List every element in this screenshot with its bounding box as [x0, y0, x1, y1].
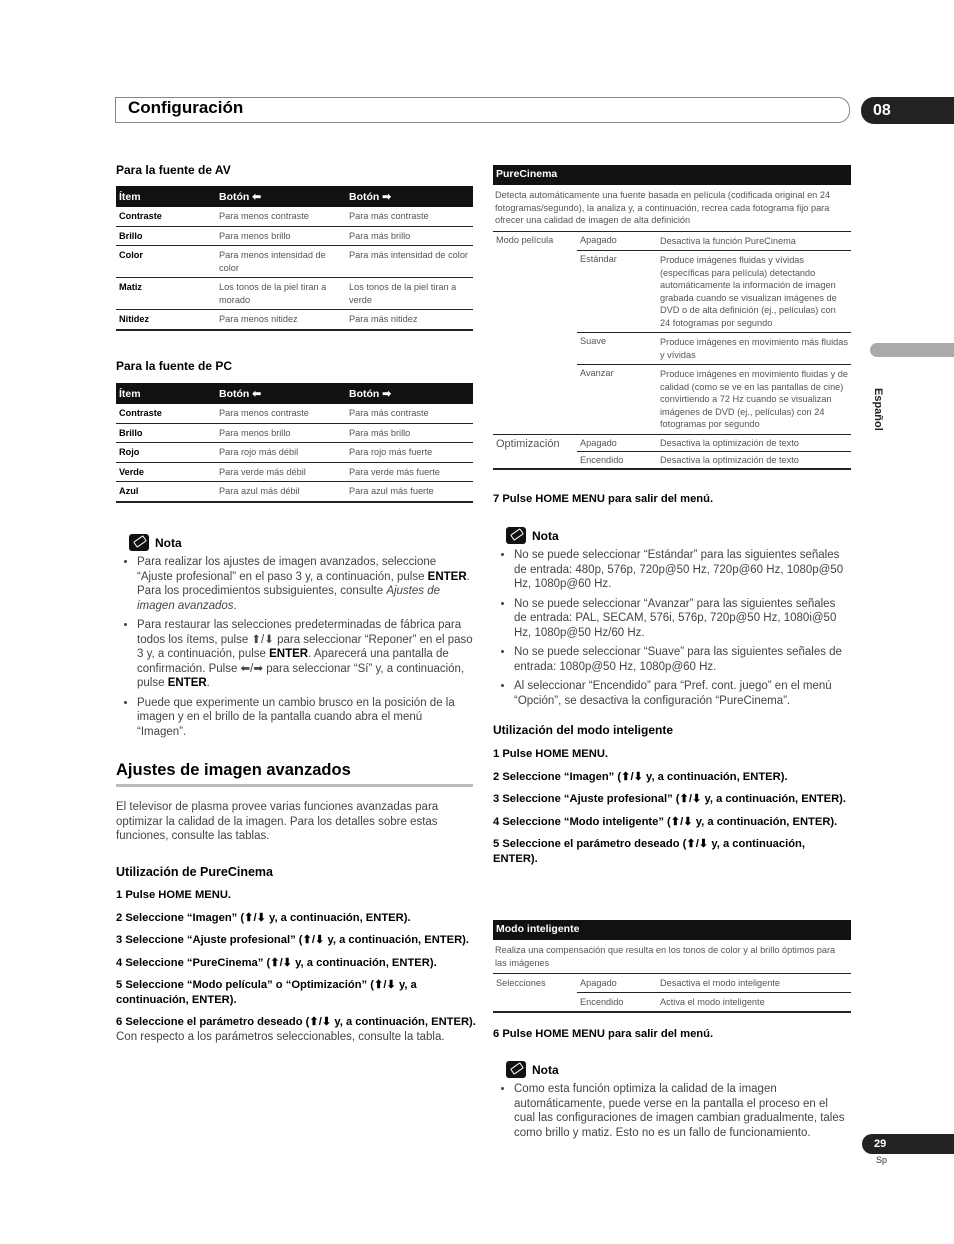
table-row: Matiz Los tonos de la piel tiran a morado Los tonos de la piel tiran a verde	[116, 278, 473, 310]
col-header: Botón ⬅	[216, 383, 346, 404]
language-tab	[870, 343, 954, 357]
list-item: • Como esta función optimiza la calidad de la imagen automáticamente, puede verse en la pantalla el proceso en el cual las configuraciones de imagen cambian gradualmente, tales como brillo y matiz. Esto no es un fallo de funcionamiento.	[514, 1082, 851, 1140]
step: 5 Seleccione “Modo película” o “Optimización” (⬆/⬇ y, a continuación, ENTER).	[116, 979, 417, 1006]
table-row: Brillo Para menos brillo Para más brillo	[116, 423, 473, 443]
table-row: Nitidez Para menos nitidez Para más nitidez	[116, 310, 473, 330]
av-table	[116, 186, 473, 331]
table-row: Selecciones Apagado Desactiva el modo inteligente	[493, 974, 851, 993]
note-label: Nota	[155, 535, 182, 550]
table-row: Encendido Activa el modo inteligente	[493, 993, 851, 1013]
table-row: Contraste Para menos contraste Para más contraste	[116, 404, 473, 423]
smart-steps	[493, 723, 851, 866]
smart-table	[493, 920, 851, 1013]
av-table-title: Para la fuente de AV	[116, 163, 231, 177]
table-title: PureCinema	[493, 165, 851, 185]
table-description: Realiza una compensación que resulta en los tonos de color y al brillo óptimos para las imágenes	[493, 940, 851, 974]
step: 7 Pulse HOME MENU para salir del menú.	[493, 493, 714, 505]
step-note: Con respecto a los parámetros seleccionables, consulte la tabla.	[116, 1030, 445, 1043]
page-sub: Sp	[876, 1155, 888, 1165]
chapter-badge: 08	[861, 97, 954, 124]
section-title: Ajustes de imagen avanzados	[116, 761, 351, 779]
step: 5 Seleccione el parámetro deseado (⬆/⬇ y, a continuación, ENTER).	[493, 838, 805, 865]
pc-table-title: Para la fuente de PC	[116, 359, 233, 373]
note-label: Nota	[532, 1062, 559, 1077]
table-row: Estándar Produce imágenes fluidas y vívidas (específicas para película) detectando automáticamente la información de imagen grabada cuando se visualizan imágenes de DVD o de alta definición (ej., películas) con 24 fotogramas por segundo	[493, 251, 851, 333]
page-number: 29	[862, 1134, 954, 1154]
table-row: Rojo Para rojo más débil Para rojo más fuerte	[116, 443, 473, 463]
table-row: Color Para menos intensidad de color Para más intensidad de color	[116, 246, 473, 278]
table-row: Avanzar Produce imágenes en movimiento fluidas y de calidad (como se ve en las pantallas de cine) convirtiendo a 72 Hz cuando se visualizan imágenes de DVD (ej., películas) con 24 fotogramas por segundo	[493, 365, 851, 435]
note-icon	[506, 527, 526, 544]
list-item: • Al seleccionar “Encendido” para “Pref. cont. juego” en el menú “Opción”, se desactiva la configuración “PureCinema”.	[514, 679, 851, 708]
col-header: Ítem	[116, 383, 216, 404]
step: 3 Seleccione “Ajuste profesional” (⬆/⬇ y, a continuación, ENTER).	[493, 793, 846, 805]
purecinema-table	[493, 165, 851, 470]
list-item: • No se puede seleccionar “Avanzar” para las siguientes señales de entrada: PAL, SECAM, 576i, 576p, 720p@50 Hz, 1080i@50 Hz, 1080p@50 Hz/60 Hz.	[514, 597, 851, 641]
col-header: Ítem	[116, 186, 216, 207]
list-item: • No se puede seleccionar “Suave” para las siguientes señales de entrada: 1080p@50 Hz, 1080p@60 Hz.	[514, 645, 851, 674]
table-title: Modo inteligente	[493, 920, 851, 940]
pc-table	[116, 383, 473, 503]
list-item: • Para realizar los ajustes de imagen avanzados, seleccione “Ajuste profesional” en el paso 3 y, a continuación, pulse ENTER. Para los procedimientos subsiguientes, consulte Ajustes de imagen avanzados.	[137, 555, 474, 613]
step: 2 Seleccione “Imagen” (⬆/⬇ y, a continuación, ENTER).	[116, 911, 411, 924]
section-intro: El televisor de plasma provee varias funciones avanzadas para optimizar la calidad de la imagen. Para los detalles sobre estas funciones, consulte las tablas.	[116, 801, 439, 842]
table-row: Modo película Apagado Desactiva la función PureCinema	[493, 232, 851, 251]
step: 3 Seleccione “Ajuste profesional” (⬆/⬇ y, a continuación, ENTER).	[116, 934, 469, 946]
table-row: Verde Para verde más débil Para verde más fuerte	[116, 462, 473, 482]
step: 4 Seleccione “Modo inteligente” (⬆/⬇ y, a continuación, ENTER).	[493, 815, 838, 828]
table-row: Contraste Para menos contraste Para más contraste	[116, 207, 473, 226]
list-item: • Para restaurar las selecciones predeterminadas de fábrica para todos los ítems, pulse ⬆/⬇ para seleccionar “Reponer” en el paso 3 y, a continuación, pulse ENTER. Aparecerá una pantalla de confirmación. Pulse ⬅/➡ para seleccionar “Sí” y, a continuación, pulse ENTER.	[137, 618, 474, 691]
note-block-final	[506, 1061, 851, 1145]
list-item: • No se puede seleccionar “Estándar” para las siguientes señales de entrada: 480p, 576p, 720p@50 Hz, 720p@60 Hz, 1080p@50 Hz, 1080p@60 Hz.	[514, 548, 851, 592]
table-row: Suave Produce imágenes en movimiento más fluidas y vívidas	[493, 333, 851, 365]
purecinema-steps	[116, 865, 476, 1044]
note-label: Nota	[532, 528, 559, 543]
table-row: Optimización Apagado Desactiva la optimización de texto	[493, 434, 851, 451]
table-row: Azul Para azul más débil Para azul más fuerte	[116, 482, 473, 502]
section-rule	[116, 784, 473, 787]
page-title: Configuración	[128, 98, 244, 117]
steps-title: Utilización del modo inteligente	[493, 723, 674, 737]
step: 1 Pulse HOME MENU.	[493, 748, 609, 760]
list-item: • Puede que experimente un cambio brusco en la posición de la imagen y en el brillo de la pantalla cuando abra el menú “Imagen”.	[137, 696, 474, 740]
step: 6 Pulse HOME MENU para salir del menú.	[493, 1028, 714, 1040]
note-block-right	[506, 527, 851, 713]
col-header: Botón ➡	[346, 186, 473, 207]
col-header: Botón ➡	[346, 383, 473, 404]
col-header: Botón ⬅	[216, 186, 346, 207]
table-description: Detecta automáticamente una fuente basada en película (codificada original en 24 fotogramas/segundo), la analiza y, a continuación, recrea cada fotograma fijo para ofrecer una calidad de imagen de alta definición	[493, 185, 851, 232]
table-row: Brillo Para menos brillo Para más brillo	[116, 226, 473, 246]
table-row: Encendido Desactiva la optimización de texto	[493, 451, 851, 469]
steps-title: Utilización de PureCinema	[116, 865, 273, 879]
step: 6 Seleccione el parámetro deseado (⬆/⬇ y, a continuación, ENTER).	[116, 1016, 476, 1028]
step: 1 Pulse HOME MENU.	[116, 889, 232, 901]
note-block-left	[129, 534, 474, 744]
note-icon	[129, 534, 149, 551]
language-label: Español	[872, 388, 884, 431]
step: 4 Seleccione “PureCinema” (⬆/⬇ y, a continuación, ENTER).	[116, 956, 437, 969]
note-icon	[506, 1061, 526, 1078]
step: 2 Seleccione “Imagen” (⬆/⬇ y, a continuación, ENTER).	[493, 770, 788, 783]
